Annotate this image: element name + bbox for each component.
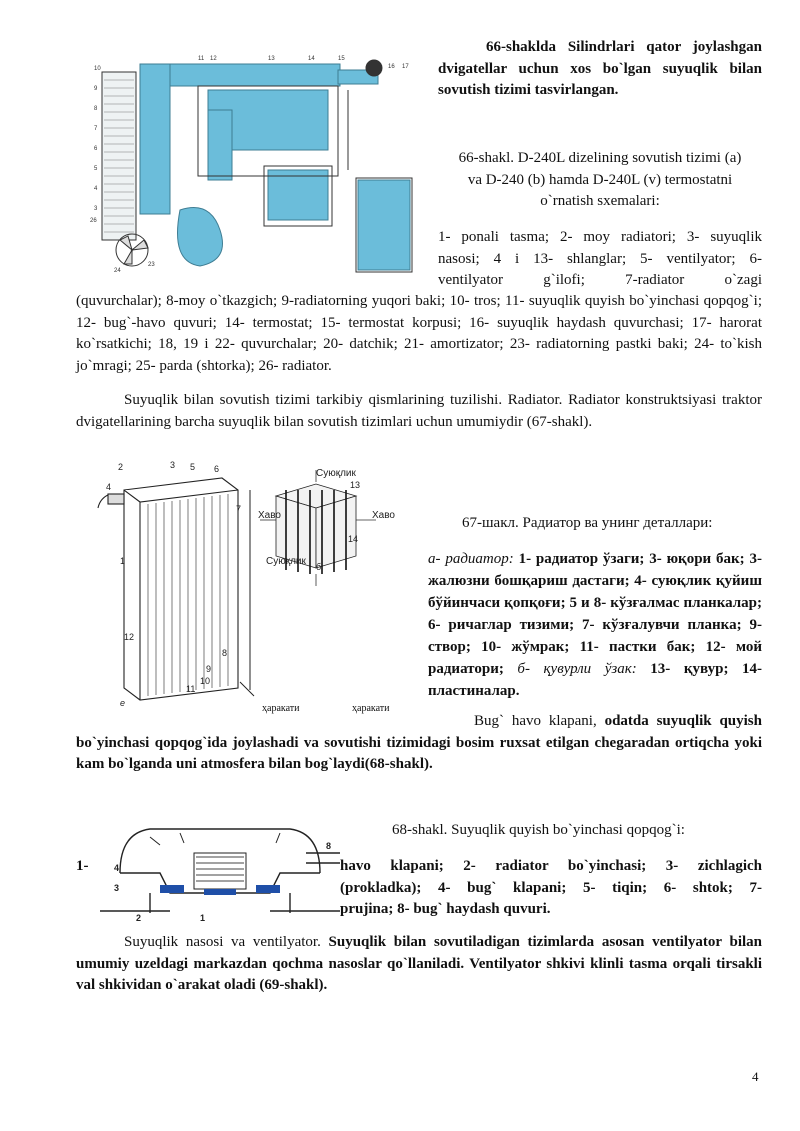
svg-text:26: 26 bbox=[90, 218, 97, 224]
svg-text:5: 5 bbox=[190, 462, 196, 472]
svg-text:б: б bbox=[316, 562, 322, 572]
legend-66-column bbox=[438, 227, 762, 292]
legend-67 bbox=[428, 548, 762, 702]
svg-text:6: 6 bbox=[94, 146, 98, 152]
fig67-motion-label-2: ҳаракати bbox=[352, 703, 390, 714]
svg-text:11: 11 bbox=[186, 684, 196, 694]
fig67-motion-label-1: ҳаракати bbox=[262, 703, 300, 714]
legend-66-line-2: nasosi; 4 i 13- shlanglar; 5- ventilyator; 6- bbox=[438, 250, 762, 267]
svg-text:24: 24 bbox=[114, 268, 121, 274]
paragraph-steam-air-valve bbox=[76, 711, 762, 776]
svg-text:12: 12 bbox=[210, 56, 217, 62]
svg-text:3: 3 bbox=[94, 206, 98, 212]
fig67-label-bottom-left: Суюқлик bbox=[266, 556, 306, 567]
legend-66-line-3: ventilyator g`ilofi; 7-radiator o`zagi bbox=[438, 272, 762, 288]
svg-text:9: 9 bbox=[206, 664, 212, 674]
paragraph-pump-fan-start: Suyuqlik nasosi va ventilyator. bbox=[124, 934, 321, 950]
svg-text:8: 8 bbox=[94, 106, 98, 112]
svg-text:8: 8 bbox=[222, 648, 228, 658]
caption-figure-66 bbox=[438, 148, 762, 213]
svg-text:10: 10 bbox=[200, 676, 211, 686]
svg-text:7: 7 bbox=[236, 504, 242, 514]
legend-68-line-1: havo klapani; 2- radiator bo`yinchasi; 3- zichlagich bbox=[340, 858, 762, 874]
figure-68-filler-cap bbox=[100, 823, 340, 923]
paragraph-pump-fan-rest: Suyuqlik bilan sovutiladigan tizimlarda asosan ventilyator bilan umumiy uzeldagi markazdan qochma nasoslar qo`llaniladi. Ventilyator shkivi klinli tasma orqali tirsakli val shkividan o`arakat oladi (69-shakl). bbox=[76, 934, 763, 993]
legend-68 bbox=[340, 856, 762, 921]
svg-text:5: 5 bbox=[94, 166, 98, 172]
svg-text:10: 10 bbox=[94, 66, 101, 72]
legend-67-b: б- қувурли ўзак: bbox=[503, 661, 637, 677]
svg-text:16: 16 bbox=[388, 64, 395, 70]
caption-figure-67: 67-шакл. Радиатор ва унинг деталлари: bbox=[462, 515, 713, 531]
svg-text:13: 13 bbox=[268, 56, 275, 62]
caption-66-line-2: va D-240 (b) hamda D-240L (v) termostatni bbox=[467, 171, 733, 188]
fig68-label-8: 8 bbox=[326, 841, 332, 851]
legend-66-continuation: (quvurchalar); 8-moy o`tkazgich; 9-radiatorning yuqori baki; 10- tros; 11- suyuqlik quyish bo`yinchasi qopqog`i; 12- bug`-havo quvuri; 14- termostat; 15- termostat korpusi; 16- suyuqlik haydash quvurchasi; 17- harorat ko`rsatkichi; 18, 19 i 22- quvurchalar; 20- datchik; 21- amortizator; 23- radiatorning pastki baki; 24- to`kish jo`mragi; 25- parda (shtorka); 26- radiator. bbox=[76, 293, 762, 374]
svg-text:6: 6 bbox=[214, 464, 220, 474]
caption-figure-68: 68-shakl. Suyuqlik quyish bo`yinchasi qopqog`i: bbox=[392, 822, 685, 838]
legend-67-b-items: 13- қувур; 14- пластиналар. bbox=[428, 661, 762, 699]
svg-text:17: 17 bbox=[402, 64, 409, 70]
svg-text:4: 4 bbox=[106, 482, 112, 492]
fig68-label-2: 2 bbox=[136, 913, 142, 923]
page-number: 4 bbox=[752, 1069, 759, 1084]
svg-text:12: 12 bbox=[124, 632, 135, 642]
svg-text:15: 15 bbox=[338, 56, 345, 62]
svg-text:7: 7 bbox=[94, 126, 98, 132]
paragraph-pump-fan bbox=[76, 932, 762, 997]
caption-66-line-3: o`rnatish sxemalari: bbox=[540, 193, 660, 209]
svg-text:4: 4 bbox=[94, 186, 98, 192]
svg-text:13: 13 bbox=[350, 480, 361, 490]
paragraph-steam-air-valve-rest: odatda suyuqlik quyish bo`yinchasi qopqog`ida joylashadi va sovutishi tizimidagi bosim ruxsat etilgan chegaradan ortiqcha yoki kam bo`lganda uni atmosfera bilan bog`laydi(68-shakl). bbox=[76, 713, 762, 772]
fig68-label-1: 1 bbox=[200, 913, 206, 923]
figure-67-radiator bbox=[90, 460, 420, 720]
legend-68-line-3: prujina; 8- bug` haydash quvuri. bbox=[340, 901, 551, 917]
legend-67-a-items: 1- радиатор ўзаги; 3- юқори бак; 3-жалюзни бошқариш дастаги; 4- суюқлик қуйиш бўйинчаси қопқоғи; 5 и 8- кўзғалмас планкалар; 6- ричаглар тизими; 7- кўзғалувчи планка; 9- створ; 10- жўмрак; 11- пастки бак; 12- мой радиатори; bbox=[428, 551, 762, 677]
legend-68-line-2: (prokladka); 4- bug` klapani; 5- tiqin; 6- shtok; 7- bbox=[340, 879, 762, 896]
svg-text:11: 11 bbox=[198, 56, 205, 62]
fig67-label-right: Хаво bbox=[372, 510, 395, 521]
paragraph-steam-air-valve-start: Bug` havo klapani, bbox=[474, 713, 597, 729]
svg-text:e: e bbox=[120, 698, 126, 708]
fig67-label-top: Суюқлик bbox=[316, 468, 356, 479]
intro-paragraph-66: 66-shaklda Silindrlari qator joylashgan dvigatellar uchun xos bo`lgan suyuqlik bilan sovutish tizimi tasvirlangan. bbox=[438, 39, 762, 98]
fig68-label-4: 4 bbox=[114, 863, 120, 873]
legend-68-prefix: 1- bbox=[76, 858, 89, 874]
paragraph-radiator: Suyuqlik bilan sovutish tizimi tarkibiy qismlarining tuzilishi. Radiator. Radiator konstruktsiyasi traktor dvigatellarining barcha suyuqlik bilan sovutish tizimlari uchun umumiydir (67-shakl). bbox=[76, 392, 762, 430]
svg-text:23: 23 bbox=[148, 262, 155, 268]
svg-text:3: 3 bbox=[170, 460, 176, 470]
fig67-label-left: Хаво bbox=[258, 510, 281, 521]
figure-66-cooling-system bbox=[88, 50, 428, 280]
caption-66-line-1: 66-shakl. D-240L dizelining sovutish tizimi (a) bbox=[458, 150, 742, 166]
svg-text:9: 9 bbox=[94, 86, 98, 92]
legend-67-a: a- радиатор: bbox=[428, 551, 514, 567]
fig68-label-3: 3 bbox=[114, 883, 120, 893]
svg-text:2: 2 bbox=[118, 462, 124, 472]
svg-text:1: 1 bbox=[120, 556, 126, 566]
legend-66-line-1: 1- ponali tasma; 2- moy radiatori; 3- suyuqlik bbox=[438, 229, 762, 245]
svg-text:14: 14 bbox=[308, 56, 315, 62]
svg-text:14: 14 bbox=[348, 534, 359, 544]
